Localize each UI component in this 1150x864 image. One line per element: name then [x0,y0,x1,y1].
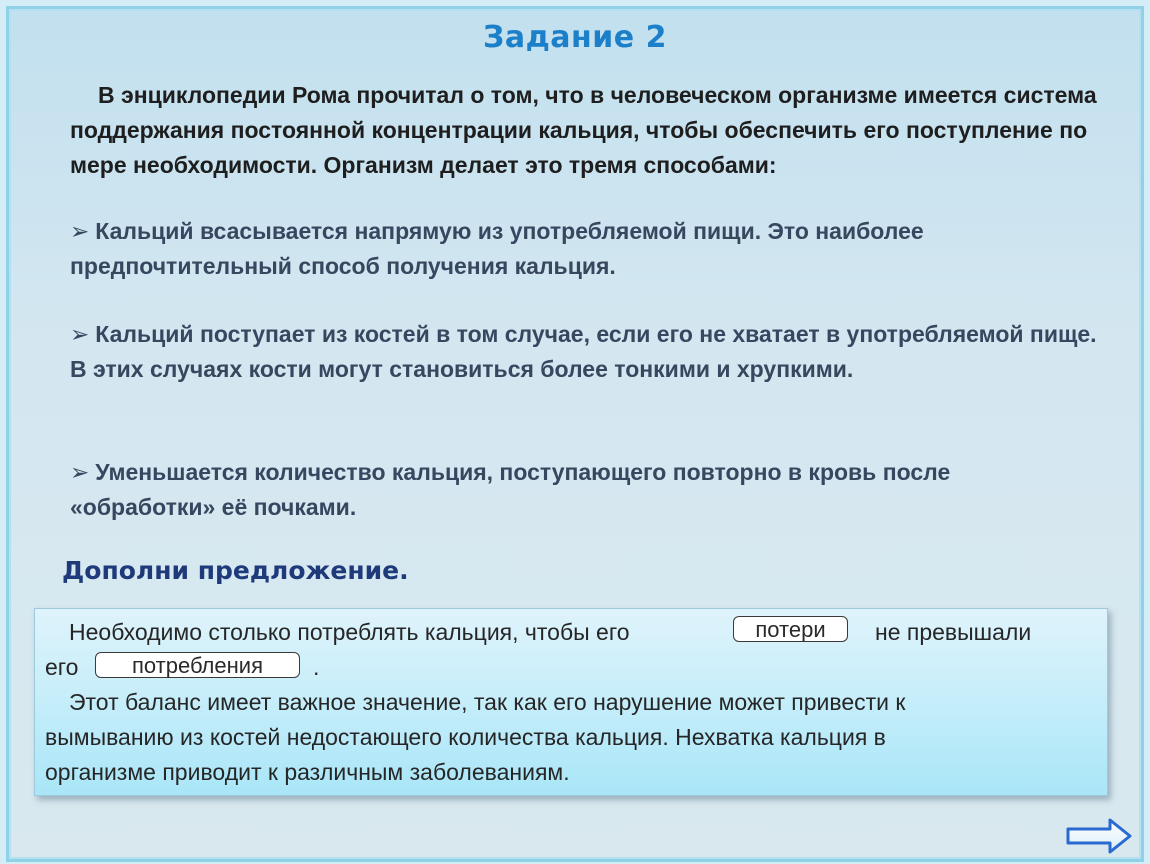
task-line3: Этот баланс имеет важное значение, так как его нарушение может привести к [69,689,906,715]
bullet-item-3 [70,455,1100,525]
task-line2-end: . [313,654,320,680]
bullet-arrow-icon: ➢ [70,459,90,485]
page-title: Задание 2 [483,20,667,55]
right-arrow-icon[interactable] [1066,818,1132,854]
bullet-arrow-icon: ➢ [70,321,90,347]
answer-field-consumption[interactable]: потребления [95,652,300,678]
task-line5: организме приводит к различным заболеваниям. [45,759,570,785]
task-line1-end: не превышали [875,619,1032,645]
bullet-text: Кальций поступает из костей в том случае, если его не хватает в употребляемой пище. В этих случаях кости могут становиться более тонкими и хрупкими. [70,321,1097,382]
bullet-text: Кальций всасывается напрямую из употребляемой пищи. Это наиболее предпочтительный способ получения кальция. [70,218,924,279]
bullet-text: Уменьшается количество кальция, поступающего повторно в кровь после «обработки» её почками. [70,459,951,520]
task-line2-start: его [45,654,79,680]
task-box [34,608,1108,796]
bullet-arrow-icon: ➢ [70,218,90,244]
intro-paragraph [70,78,1100,183]
task-line4: вымыванию из костей недостающего количества кальция. Нехватка кальция в [45,724,886,750]
task-line1-start: Необходимо столько потреблять кальция, чтобы его [69,619,630,645]
bullet-item-1 [70,214,1100,284]
bullet-item-2 [70,317,1100,387]
intro-text: В энциклопедии Рома прочитал о том, что в человеческом организме имеется система поддержания постоянной концентрации кальция, чтобы обеспечить его поступление по мере необходимости. Организм делает это тремя способами: [70,82,1097,178]
answer-field-losses[interactable]: потери [733,616,848,642]
task-subtitle: Дополни предложение. [62,556,409,585]
